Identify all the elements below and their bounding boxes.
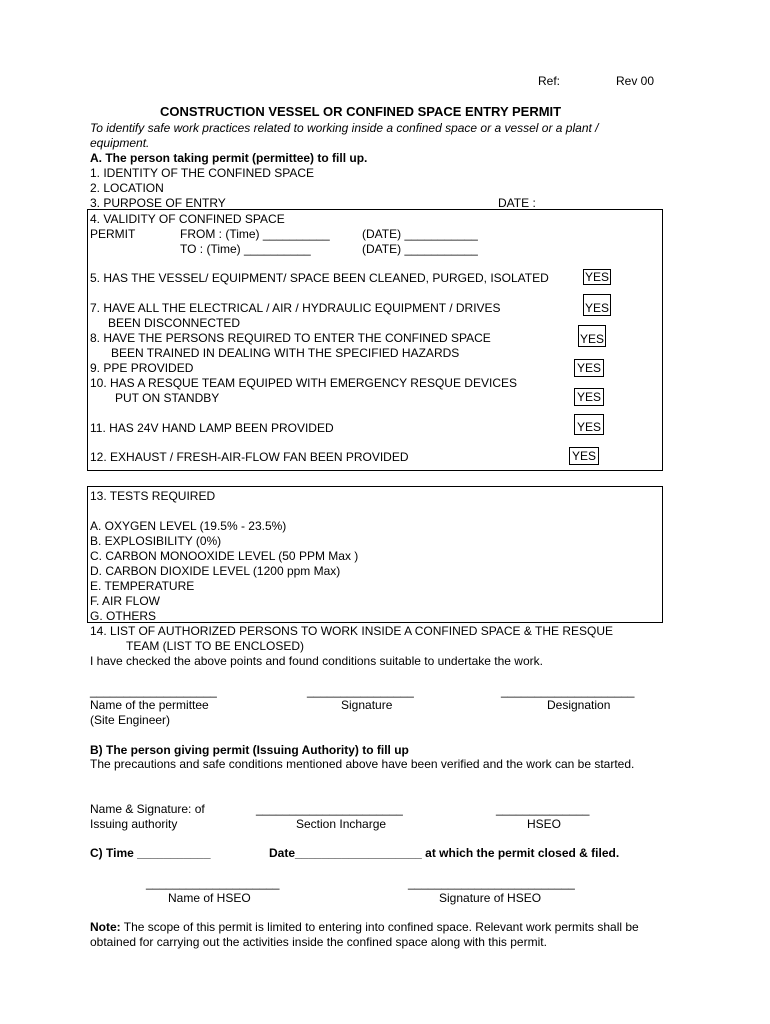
question-11: 11. HAS 24V HAND LAMP BEEN PROVIDED [90, 421, 334, 435]
yes-box-9[interactable]: YES [574, 359, 604, 377]
yes-box-11[interactable]: YES [574, 414, 604, 435]
note-text: The scope of this permit is limited to entering into confined space. Relevant work permits shall be obtained for carrying out the activities inside the confined space along with this permit. [90, 920, 639, 949]
hseo-label: HSEO [527, 817, 562, 831]
signature-hseo-label: Signature of HSEO [439, 891, 542, 905]
ref-label: Ref: [538, 74, 561, 88]
test-oxygen: A. OXYGEN LEVEL (19.5% - 23.5%) [90, 519, 287, 533]
authorized-list: 14. LIST OF AUTHORIZED PERSONS TO WORK INSIDE A CONFINED SPACE & THE RESQUE [90, 624, 614, 638]
checked-statement: I have checked the above points and found conditions suitable to undertake the work. [90, 654, 543, 668]
permit-label: PERMIT [90, 227, 136, 241]
hseo-line[interactable]: ______________ [496, 802, 590, 816]
from-time-field[interactable]: FROM : (Time) __________ [180, 227, 330, 241]
question-8-cont: BEEN TRAINED IN DEALING WITH THE SPECIFIED HAZARDS [111, 346, 460, 360]
revision-label: Rev 00 [616, 74, 655, 88]
section-b-heading: B) The person giving permit (Issuing Authority) to fill up [90, 743, 409, 757]
section-a-heading: A. The person taking permit (permittee) to fill up. [90, 151, 368, 165]
signature-hseo-line[interactable]: _________________________ [408, 876, 575, 890]
yes-box-7[interactable]: YES [583, 294, 611, 316]
question-5: 5. HAS THE VESSEL/ EQUIPMENT/ SPACE BEEN CLEANED, PURGED, ISOLATED [90, 271, 549, 285]
permittee-designation-line[interactable]: ____________________ [501, 684, 635, 698]
section-c-date[interactable]: Date___________________ at which the permit closed & filed. [269, 846, 620, 860]
test-co2: D. CARBON DIOXIDE LEVEL (1200 ppm Max) [90, 564, 341, 578]
yes-box-8[interactable]: YES [578, 325, 606, 347]
page-title: CONSTRUCTION VESSEL OR CONFINED SPACE ENTRY PERMIT [160, 104, 562, 119]
test-co: C. CARBON MONOOXIDE LEVEL (50 PPM Max ) [90, 549, 359, 563]
yes-box-12[interactable]: YES [569, 447, 599, 465]
item-location: 2. LOCATION [90, 181, 164, 195]
section-b-text: The precautions and safe conditions mentioned above have been verified and the work can be started. [90, 757, 635, 771]
section-incharge-line[interactable]: ______________________ [256, 802, 403, 816]
designation-label: Designation [547, 698, 611, 712]
signature-label: Signature [341, 698, 393, 712]
test-others: G. OTHERS [90, 609, 157, 623]
question-8: 8. HAVE THE PERSONS REQUIRED TO ENTER THE CONFINED SPACE [90, 331, 491, 345]
question-7: 7. HAVE ALL THE ELECTRICAL / AIR / HYDRAULIC EQUIPMENT / DRIVES [90, 301, 501, 315]
name-hseo-label: Name of HSEO [168, 891, 251, 905]
section-incharge-label: Section Incharge [296, 817, 387, 831]
date-label: DATE : [498, 196, 536, 210]
yes-box-10[interactable]: YES [574, 388, 604, 406]
permittee-role-label: (Site Engineer) [90, 713, 171, 727]
item-identity: 1. IDENTITY OF THE CONFINED SPACE [90, 166, 315, 180]
name-hseo-line[interactable]: ____________________ [146, 876, 280, 890]
permittee-signature-line[interactable]: ________________ [307, 684, 414, 698]
question-10-cont: PUT ON STANDBY [115, 391, 220, 405]
intro-text: To identify safe work practices related to working inside a confined space or a vessel or a plant / equipment. [90, 121, 599, 150]
test-temperature: E. TEMPERATURE [90, 579, 195, 593]
permittee-name-label: Name of the permittee [90, 698, 209, 712]
tests-heading: 13. TESTS REQUIRED [90, 489, 216, 503]
test-explosibility: B. EXPLOSIBILITY (0%) [90, 534, 222, 548]
note-label: Note: [90, 920, 121, 934]
yes-box-5[interactable]: YES [585, 270, 610, 284]
to-time-field[interactable]: TO : (Time) __________ [180, 242, 311, 256]
section-c-time[interactable]: C) Time ___________ [90, 846, 211, 860]
issuing-authority-label: Issuing authority [90, 817, 178, 831]
question-12: 12. EXHAUST / FRESH-AIR-FLOW FAN BEEN PROVIDED [90, 450, 409, 464]
from-date-field[interactable]: (DATE) ___________ [362, 227, 478, 241]
item-purpose: 3. PURPOSE OF ENTRY [90, 196, 226, 210]
note-paragraph [90, 920, 655, 950]
test-airflow: F. AIR FLOW [90, 594, 161, 608]
issuing-name-label: Name & Signature: of [90, 802, 205, 816]
authorized-list-cont: TEAM (LIST TO BE ENCLOSED) [126, 639, 305, 653]
to-date-field[interactable]: (DATE) ___________ [362, 242, 478, 256]
question-9: 9. PPE PROVIDED [90, 361, 194, 375]
validity-heading: 4. VALIDITY OF CONFINED SPACE [90, 212, 285, 226]
question-10: 10. HAS A RESQUE TEAM EQUIPED WITH EMERGENCY RESQUE DEVICES [90, 376, 517, 390]
permittee-name-line[interactable]: ___________________ [90, 684, 217, 698]
question-7-cont: BEEN DISCONNECTED [108, 316, 241, 330]
